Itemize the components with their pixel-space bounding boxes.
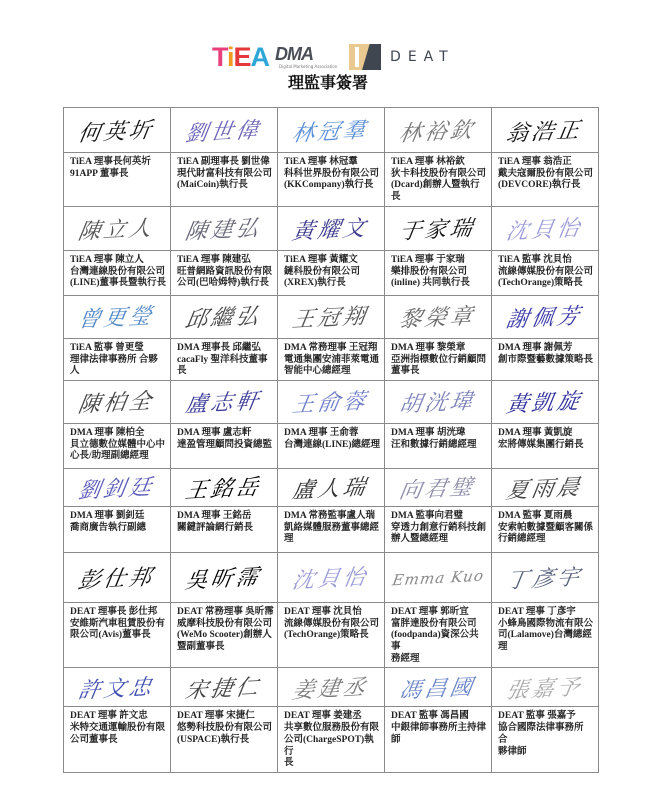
handwritten-signature: 黃耀文 — [290, 215, 371, 245]
member-affiliation: 富胖達股份有限公司 — [391, 618, 477, 629]
handwritten-signature: 王銘岳 — [183, 474, 264, 504]
member-info-cell — [492, 423, 599, 468]
member-affiliation: 師 — [391, 734, 401, 745]
member-title: DMA 監事 夏雨晨 — [498, 510, 573, 521]
member-title: DMA 理事 劉釗廷 — [70, 510, 145, 521]
member-info-cell — [64, 250, 171, 295]
signature-row — [64, 668, 599, 707]
handwritten-signature: 宋捷仁 — [183, 674, 264, 704]
member-title: DMA 監事向君璧 — [391, 510, 464, 521]
member-info-cell — [64, 707, 171, 773]
handwritten-signature: 陳建弘 — [183, 215, 264, 245]
member-affiliation: 公司(巴哈姆特)執行長 — [177, 278, 269, 289]
member-affiliation: 流線傳媒股份有限公司 — [284, 618, 380, 629]
signature-row — [64, 108, 599, 153]
signature-row — [64, 552, 599, 602]
handwritten-signature: 胡洸瑋 — [397, 389, 478, 419]
handwritten-signature: 沈貝怡 — [290, 564, 371, 594]
member-title: DMA 理事 謝佩芳 — [498, 342, 573, 353]
signature-cell — [171, 552, 278, 602]
handwritten-signature: 林冠羣 — [290, 117, 371, 147]
member-info-cell — [492, 707, 599, 773]
member-title: TiEA 理事 林裕欽 — [391, 157, 465, 167]
member-title: TiEA 理事 陳建弘 — [177, 254, 251, 265]
member-affiliation: 司(Lalamove)台灣總經理 — [498, 630, 592, 653]
signature-cell — [278, 468, 385, 506]
member-title: DMA 理事長 邱繼弘 — [177, 342, 261, 353]
member-info-cell — [64, 153, 171, 207]
member-info-cell — [492, 602, 599, 668]
member-info-cell — [385, 423, 492, 468]
member-affiliation: 流線傳媒股份有限公司 — [498, 266, 594, 277]
member-affiliation: 行銷總經理 — [498, 534, 546, 545]
member-affiliation: 狄卡科技股份有限公司 — [391, 168, 487, 179]
member-info-cell — [64, 338, 171, 380]
signature-cell — [492, 552, 599, 602]
handwritten-signature: 王冠翔 — [290, 304, 371, 334]
signature-cell — [278, 108, 385, 153]
member-info-cell — [278, 506, 385, 552]
member-affiliation: 宏將傳媒集團行銷長 — [498, 439, 584, 450]
member-title: DEAT 監事 張嘉予 — [498, 711, 576, 722]
member-info-cell — [171, 707, 278, 773]
handwritten-signature: 黎榮章 — [397, 304, 478, 334]
member-affiliation: (XREX)執行長 — [284, 278, 346, 289]
signature-row — [64, 380, 599, 423]
member-affiliation: (inline) 共同執行長 — [391, 278, 470, 289]
member-affiliation: 電通集團安浦菲萊電通 — [284, 354, 380, 365]
member-affiliation: (DEVCORE)執行長 — [498, 180, 581, 191]
member-affiliation: 中銀律師事務所主持律 — [391, 723, 487, 734]
signature-cell — [278, 295, 385, 338]
signature-cell — [385, 668, 492, 707]
member-info-cell — [385, 153, 492, 207]
member-info-cell — [64, 602, 171, 668]
handwritten-signature: 許文忠 — [76, 674, 157, 704]
handwritten-signature: 邱繼弘 — [183, 304, 264, 334]
member-info-cell — [385, 250, 492, 295]
member-affiliation: 樂排股份有限公司 — [391, 266, 468, 277]
member-affiliation: 凱絡媒體服務董事總經 — [284, 522, 380, 533]
member-affiliation: 暨副董事長 — [177, 642, 225, 653]
signature-cell — [171, 295, 278, 338]
member-affiliation: 理 — [284, 534, 294, 545]
member-title: DMA 理事 胡洸瑋 — [391, 427, 466, 438]
signature-table — [63, 107, 599, 773]
handwritten-signature: 馮昌國 — [397, 674, 478, 704]
handwritten-signature: 王俞蓉 — [290, 389, 371, 419]
member-info-cell — [171, 506, 278, 552]
signature-cell — [64, 380, 171, 423]
signature-cell — [64, 295, 171, 338]
member-info-cell — [385, 506, 492, 552]
signature-row — [64, 468, 599, 506]
member-title: DEAT 理事 許文忠 — [70, 711, 148, 722]
handwritten-signature: 翁浩正 — [504, 117, 585, 147]
member-info-cell — [385, 707, 492, 773]
member-info-cell — [492, 250, 599, 295]
member-title: TiEA 理事 翁浩正 — [498, 157, 572, 167]
handwritten-signature: 向君璧 — [397, 474, 478, 504]
page-title: 理監事簽署 — [287, 73, 368, 92]
title-row — [64, 153, 599, 207]
handwritten-signature: 陳立人 — [76, 215, 157, 245]
handwritten-signature: 林裕欽 — [397, 117, 478, 147]
member-affiliation: (LINE)董事長暨執行長 — [70, 278, 167, 289]
title-row — [64, 338, 599, 380]
dma-tagline: Digital Marketing Association — [279, 64, 338, 69]
member-affiliation: 長 — [284, 758, 294, 769]
signature-cell — [171, 668, 278, 707]
signature-cell — [278, 668, 385, 707]
member-title: TiEA 理事 黃耀文 — [284, 254, 358, 265]
title-row — [64, 423, 599, 468]
signature-cell — [385, 108, 492, 153]
tiea-logo: TiEA — [212, 42, 270, 72]
member-affiliation: 旺普網路資訊股份有限 — [177, 266, 273, 277]
member-title: DEAT 常務理事 吳昕霈 — [177, 606, 274, 617]
member-title: TiEA 理事 林冠羣 — [284, 157, 358, 167]
member-affiliation: 汪和數據行銷總經理 — [391, 439, 477, 450]
member-affiliation: (foodpanda)資深公共事 — [391, 630, 479, 653]
handwritten-signature: 彭仕邦 — [76, 564, 157, 594]
member-affiliation: 公司(ChargeSPOT)執行 — [284, 734, 374, 757]
signature-cell — [385, 295, 492, 338]
member-affiliation: 安維斯汽車租賃股份有 — [70, 618, 166, 629]
member-title: TiEA 理事 陳立人 — [70, 254, 144, 265]
member-affiliation: (KKCompany)執行長 — [284, 180, 374, 191]
member-affiliation: (WeMo Scooter)創辦人 — [177, 630, 272, 641]
signature-cell — [492, 295, 599, 338]
member-info-cell — [278, 602, 385, 668]
member-title: DMA 理事 盧志軒 — [177, 427, 252, 438]
member-affiliation: 公司董事長 — [70, 734, 118, 745]
member-info-cell — [171, 602, 278, 668]
member-affiliation: 台灣連線股份有限公司 — [70, 266, 166, 277]
signature-cell — [171, 380, 278, 423]
dma-logo — [275, 44, 341, 70]
title-row — [64, 602, 599, 668]
member-affiliation: 穿透力創意行銷科技創 — [391, 522, 487, 533]
handwritten-signature: 黃凱旋 — [504, 389, 585, 419]
logo-bar — [212, 44, 455, 70]
signature-cell — [171, 206, 278, 250]
member-affiliation: (Dcard)創辦人暨執行長 — [391, 180, 480, 203]
handwritten-signature: 曾更瑩 — [76, 304, 157, 334]
handwritten-signature: 張嘉予 — [504, 674, 585, 704]
member-affiliation: 共享數位服務股份有限 — [284, 723, 380, 734]
member-title: DEAT 理事 姜建丞 — [284, 711, 362, 722]
signature-cell — [64, 468, 171, 506]
dma-logo-word: DMA — [275, 44, 314, 64]
member-title: TiEA 理事長何英圻 — [70, 157, 151, 167]
member-affiliation: 小蜂鳥國際物流有限公 — [498, 618, 594, 629]
handwritten-signature: 何英圻 — [76, 117, 157, 147]
member-title: DMA 理事 陳柏全 — [70, 427, 145, 438]
member-affiliation: 務經理 — [391, 653, 420, 664]
member-affiliation: (MaiCoin)執行長 — [177, 180, 248, 191]
member-info-cell — [385, 602, 492, 668]
member-title: TiEA 監事 曾更瑩 — [70, 342, 144, 353]
member-affiliation: 鏈科股份有限公司 — [284, 266, 361, 277]
member-affiliation: 達盈管理顧問投資總監 — [177, 439, 273, 450]
member-title: DEAT 理事 宋捷仁 — [177, 711, 255, 722]
handwritten-signature: 沈貝怡 — [504, 215, 585, 245]
member-affiliation: 協合國際法律事務所 合 — [498, 723, 584, 745]
handwritten-signature: 于家瑞 — [397, 215, 478, 245]
member-title: TiEA 理事 于家瑞 — [391, 254, 465, 265]
member-affiliation: 現代財富科技有限公司 — [177, 168, 273, 179]
signature-row — [64, 206, 599, 250]
handwritten-signature: 姜建丞 — [290, 674, 371, 704]
member-affiliation: 科科世界股份有限公司 — [284, 168, 380, 179]
signature-cell — [385, 552, 492, 602]
member-affiliation: 戴夫寇爾股份有限公司 — [498, 168, 594, 179]
title-row — [64, 506, 599, 552]
member-info-cell — [278, 707, 385, 773]
signature-cell — [278, 552, 385, 602]
member-affiliation: 威摩科技股份有限公司 — [177, 618, 273, 629]
member-info-cell — [278, 338, 385, 380]
member-affiliation: 米特交通運輸股份有限 — [70, 723, 166, 734]
member-affiliation: 台灣連線(LINE)總經理 — [284, 439, 381, 450]
member-info-cell — [278, 153, 385, 207]
signature-cell — [492, 206, 599, 250]
handwritten-signature: 丁彥宇 — [504, 564, 585, 594]
handwritten-signature: 盧志軒 — [183, 389, 264, 419]
member-affiliation: 理律法律事務所 合夥人 — [70, 354, 158, 377]
member-affiliation: 悠勢科技股份有限公司 — [177, 723, 273, 734]
member-info-cell — [278, 423, 385, 468]
member-affiliation: 貝立德數位媒體中心中 — [70, 439, 166, 450]
signature-cell — [385, 468, 492, 506]
handwritten-signature: Emma Kuo — [390, 566, 486, 590]
handwritten-signature: 夏雨晨 — [504, 474, 585, 504]
title-row — [64, 707, 599, 773]
member-info-cell — [64, 423, 171, 468]
member-info-cell — [492, 506, 599, 552]
member-title: DEAT 理事 丁彥宇 — [498, 606, 576, 617]
signature-cell — [492, 468, 599, 506]
member-affiliation: 智能中心總經理 — [284, 366, 351, 377]
handwritten-signature: 劉世偉 — [183, 117, 264, 147]
deat-logo-mark — [349, 44, 381, 70]
signature-cell — [278, 206, 385, 250]
member-info-cell — [171, 338, 278, 380]
member-affiliation: 91APP 董事長 — [70, 168, 129, 179]
member-affiliation: 喬商廣告執行副總 — [70, 522, 147, 533]
member-title: DMA 理事 王俞蓉 — [284, 427, 359, 438]
member-info-cell — [278, 250, 385, 295]
member-affiliation: 董事長 — [391, 366, 420, 377]
signature-cell — [64, 206, 171, 250]
signature-cell — [64, 668, 171, 707]
member-title: DEAT 監事 馮昌國 — [391, 711, 469, 722]
signature-cell — [492, 668, 599, 707]
member-affiliation: (TechOrange)策略長 — [498, 278, 583, 289]
member-info-cell — [492, 153, 599, 207]
member-info-cell — [171, 423, 278, 468]
deat-logo-text: DEAT — [390, 49, 455, 65]
member-info-cell — [492, 338, 599, 380]
member-affiliation: (TechOrange)策略長 — [284, 630, 369, 641]
member-title: DEAT 理事 沈貝怡 — [284, 606, 362, 617]
signature-cell — [385, 380, 492, 423]
member-info-cell — [64, 506, 171, 552]
member-title: TiEA 監事 沈貝怡 — [498, 254, 572, 265]
handwritten-signature: 盧人瑞 — [290, 474, 371, 504]
handwritten-signature: 劉釗廷 — [76, 474, 157, 504]
handwritten-signature: 吳昕霈 — [183, 564, 264, 594]
member-affiliation: 夥律師 — [498, 746, 527, 757]
member-affiliation: 創市際暨藝數據策略長 — [498, 354, 594, 365]
signature-cell — [64, 108, 171, 153]
signature-cell — [171, 468, 278, 506]
member-title: DMA 常務監事盧人瑞 — [284, 510, 376, 521]
member-title: DMA 理事 黃凱旋 — [498, 427, 573, 438]
member-affiliation: cacaFly 聖洋科技董事長 — [177, 354, 268, 377]
signature-cell — [278, 380, 385, 423]
signature-row — [64, 295, 599, 338]
member-title: TiEA 副理事長 劉世偉 — [177, 157, 270, 167]
handwritten-signature: 謝佩芳 — [504, 304, 585, 334]
signature-cell — [492, 380, 599, 423]
signature-cell — [171, 108, 278, 153]
member-affiliation: 亞洲指標數位行銷顧問 — [391, 354, 487, 365]
member-affiliation: 限公司(Avis)董事長 — [70, 630, 151, 641]
member-info-cell — [385, 338, 492, 380]
title-row — [64, 250, 599, 295]
member-title: DMA 理事 王銘岳 — [177, 510, 252, 521]
signature-cell — [64, 552, 171, 602]
member-info-cell — [171, 250, 278, 295]
signature-cell — [385, 206, 492, 250]
member-affiliation: 辦人暨總經理 — [391, 534, 449, 545]
member-affiliation: 安索帕數據暨顧客關係 — [498, 522, 594, 533]
member-info-cell — [171, 153, 278, 207]
member-affiliation: 心長/助理副總經理 — [70, 451, 149, 462]
member-title: DMA 常務理事 王冠翔 — [284, 342, 378, 353]
member-affiliation: 關鍵評論網行銷長 — [177, 522, 254, 533]
member-title: DEAT 理事 郭昕宜 — [391, 606, 469, 617]
signature-cell — [492, 108, 599, 153]
member-title: DMA 理事 黎榮章 — [391, 342, 466, 353]
member-title: DEAT 理事長 彭仕邦 — [70, 606, 158, 617]
member-affiliation: (USPACE)執行長 — [177, 734, 250, 745]
handwritten-signature: 陳柏全 — [76, 389, 157, 419]
